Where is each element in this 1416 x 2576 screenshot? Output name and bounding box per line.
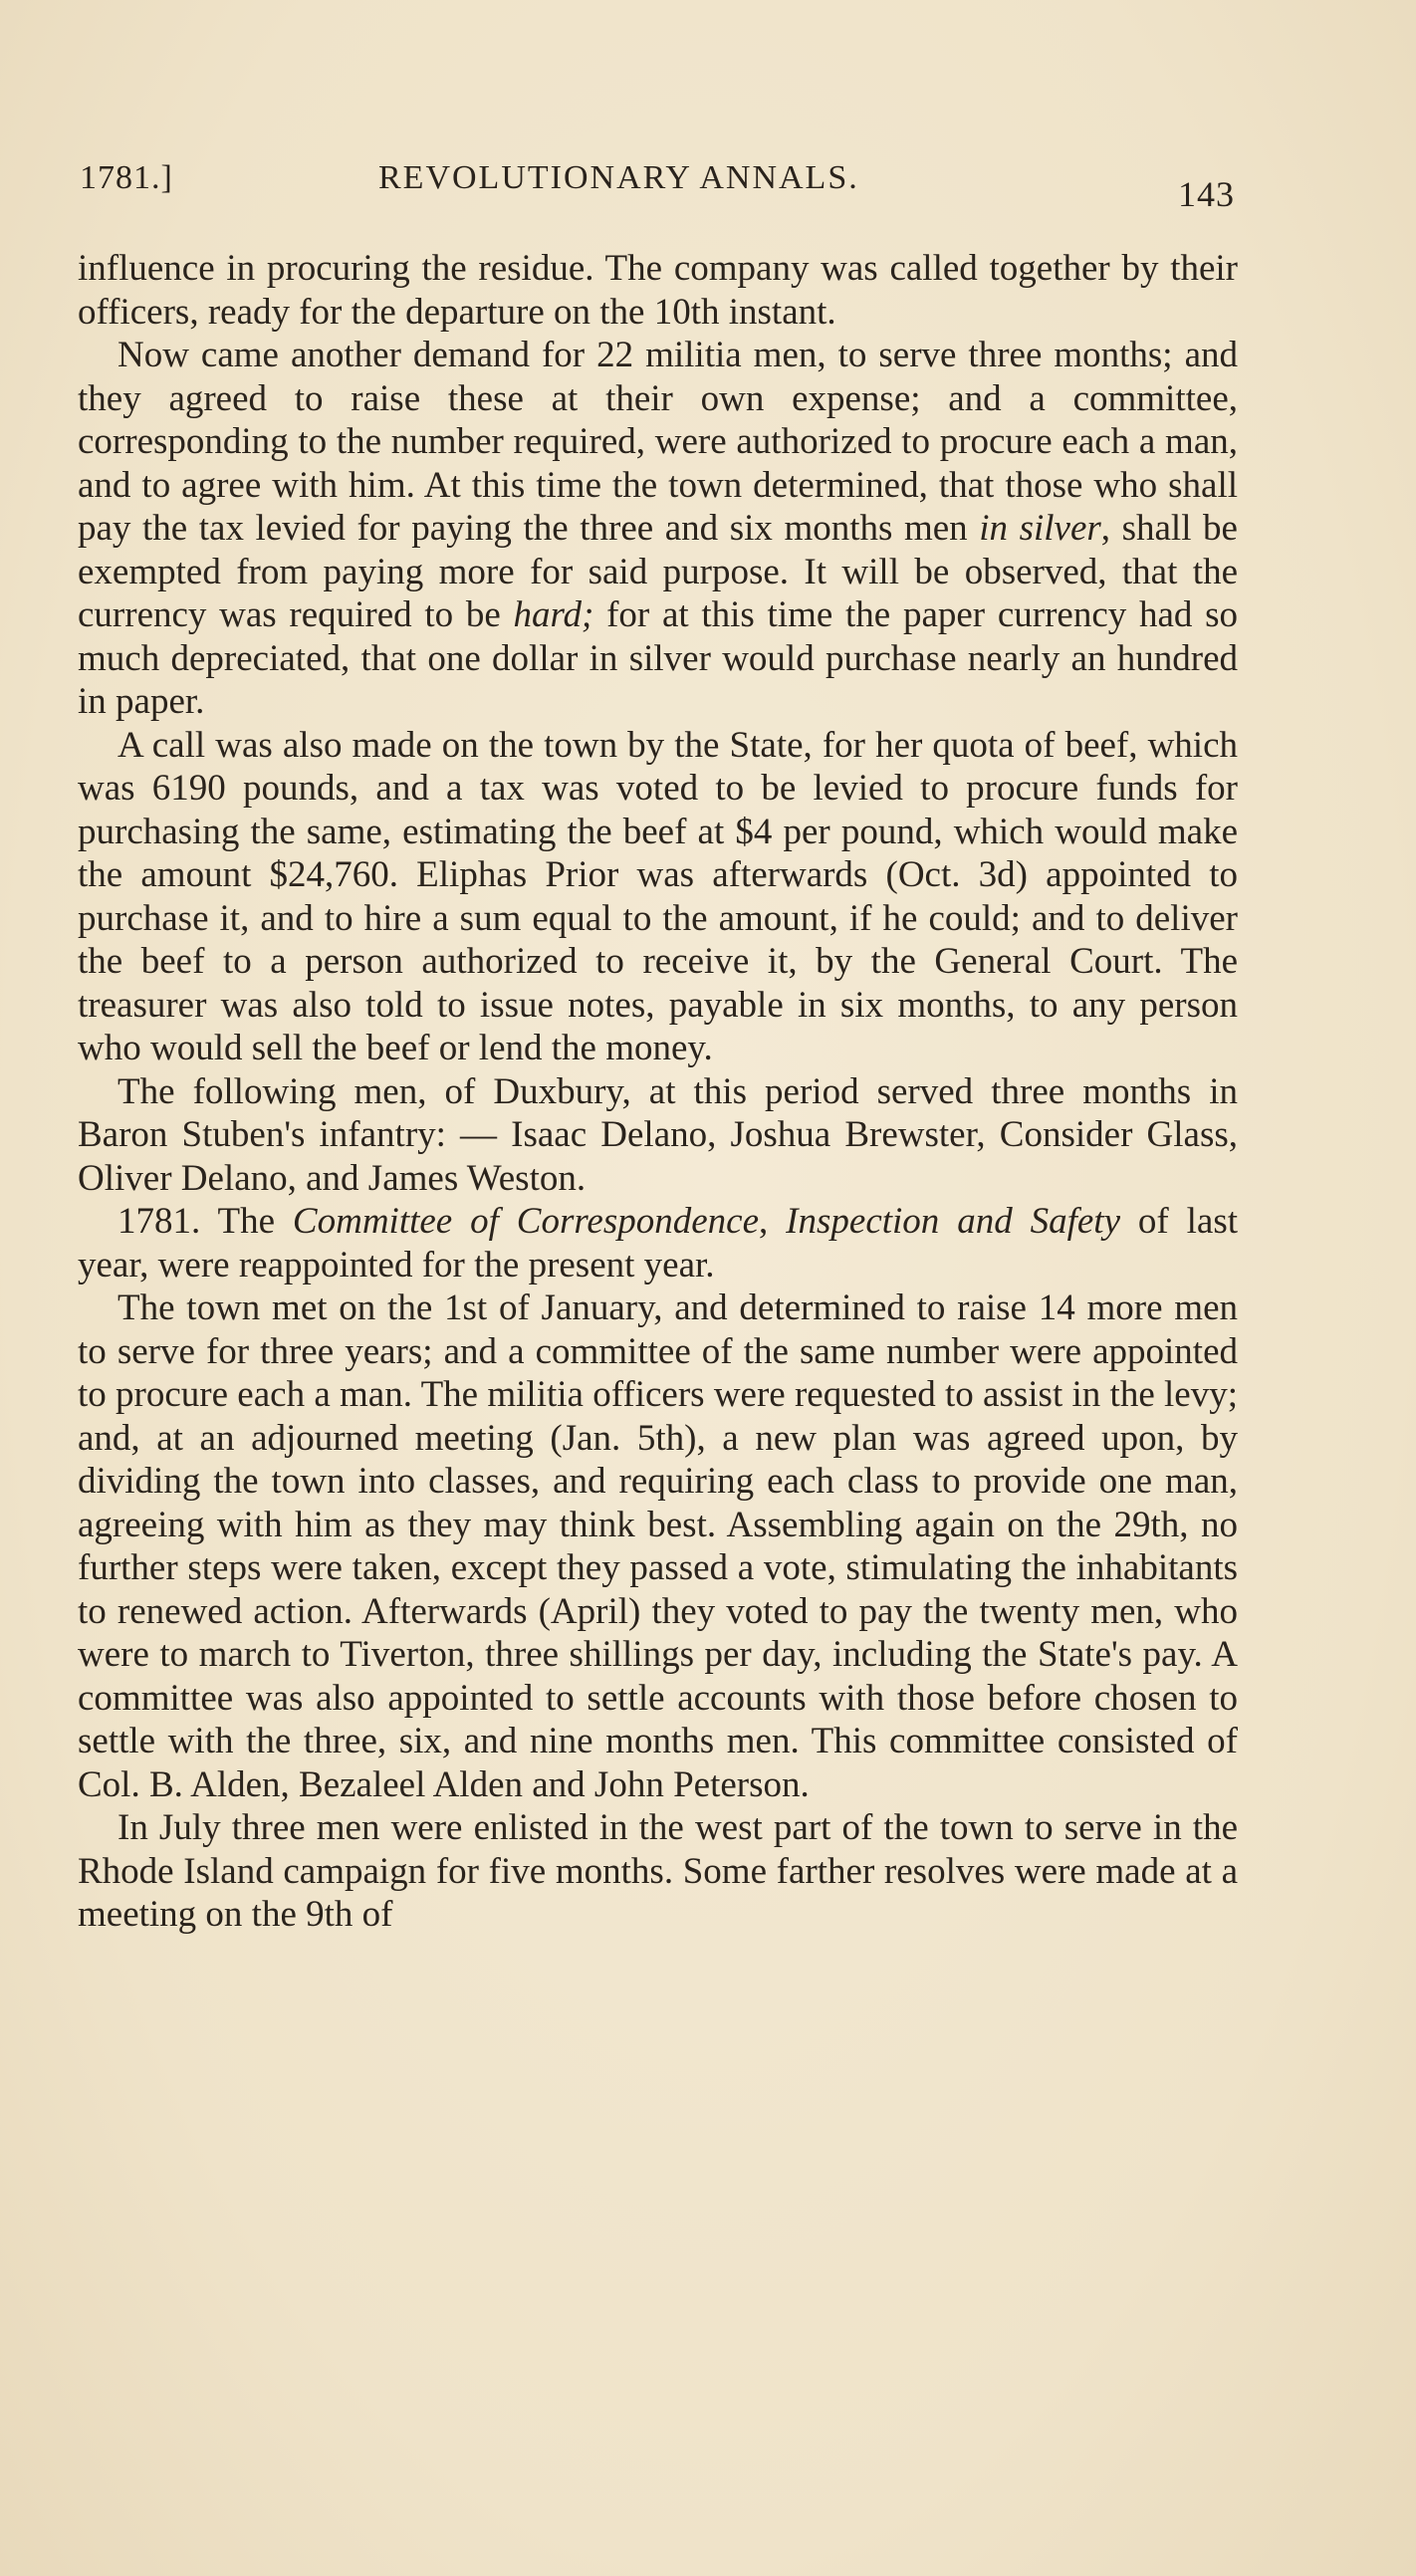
text-segment: ,: [759, 1201, 787, 1242]
italic-text: in silver: [979, 508, 1101, 549]
text-segment: The town met on the 1st of January, and determined to raise 14 more men to serve for three years; and a committee of the same number were appointed to procure each a man. The militia officers were requested to assist in the levy; and, at an adjourned meeting (Jan. 5th), a new plan was agreed upon, by dividing the town into classes, and requiring each class to provide one man, agreeing with him as they may think best. Assembling again on the 29th, no further steps were taken, except they passed a vote, stimulating the inhabitants to renewed action. Afterwards (April) they voted to pay the twenty men, who were to march to Tiverton, three shillings per day, including the State's pay. A committee was also appointed to settle accounts with those before chosen to settle with the three, six, and nine months men. This committee consisted of Col. B. Alden, Bezaleel Alden and John Peterson.: [78, 1288, 1238, 1805]
italic-text: hard;: [513, 594, 594, 635]
text-segment: Now came another demand for 22 militia men, to serve three months; and they agreed to raise these at their own expense; and a committee, corresponding to the number required, were authorized to procure each a man, and to agree with him. At this time the town determined, that those who shall pay the tax levied for paying the three and six months men: [78, 335, 1238, 549]
paragraph: [78, 1287, 1238, 1806]
text-segment: of last year, were reappointed for the present year.: [78, 1201, 1239, 1286]
paragraph: [78, 724, 1238, 1070]
text-segment: , shall be exempted from paying more for said purpose. It will be observed, that the currency was required to be: [78, 508, 1238, 635]
paragraph: [78, 1070, 1238, 1201]
paragraph: [78, 1806, 1238, 1937]
page-number: 143: [1178, 174, 1235, 214]
text-segment: The following men, of Duxbury, at this period served three months in Baron Stuben's infantry: — Isaac Delano, Joshua Brewster, Consider Glass, Oliver Delano, and James Weston.: [78, 1070, 1238, 1199]
header-year: 1781.]: [80, 159, 173, 196]
paragraph: [78, 247, 1238, 334]
text-segment: influence in procuring the residue. The company was called together by their officers, ready for the departure on the 10th instant.: [78, 248, 1238, 333]
text-segment: for at this time the paper currency had so much depreciated, that one dollar in silver would purchase nearly an hundred in paper.: [78, 594, 1238, 722]
text-segment: A call was also made on the town by the State, for her quota of beef, which was 6190 pounds, and a tax was voted to be levied to procure funds for purchasing the same, estimating the beef at $4 per pound, which would make the amount $24,760. Eliphas Prior was afterwards (Oct. 3d) appointed to purchase it, and to hire a sum equal to the amount, if he could; and to deliver the beef to a person authorized to receive it, by the General Court. The treasurer was also told to issue notes, payable in six months, to any person who would sell the beef or lend the money.: [78, 724, 1238, 1068]
body-text: [78, 247, 1238, 1937]
text-segment: 1781. The: [118, 1201, 293, 1242]
text-segment: In July three men were enlisted in the west part of the town to serve in the Rhode Island campaign for five months. Some farther resolves were made at a meeting on the 9th of: [78, 1807, 1238, 1935]
running-header: [80, 159, 1235, 219]
paragraph: [78, 334, 1238, 724]
italic-text: Committee of Correspondence: [292, 1201, 760, 1242]
paragraph: [78, 1200, 1238, 1287]
header-title: REVOLUTIONARY ANNALS.: [378, 159, 859, 196]
italic-text: Inspection and Safety: [786, 1201, 1121, 1242]
